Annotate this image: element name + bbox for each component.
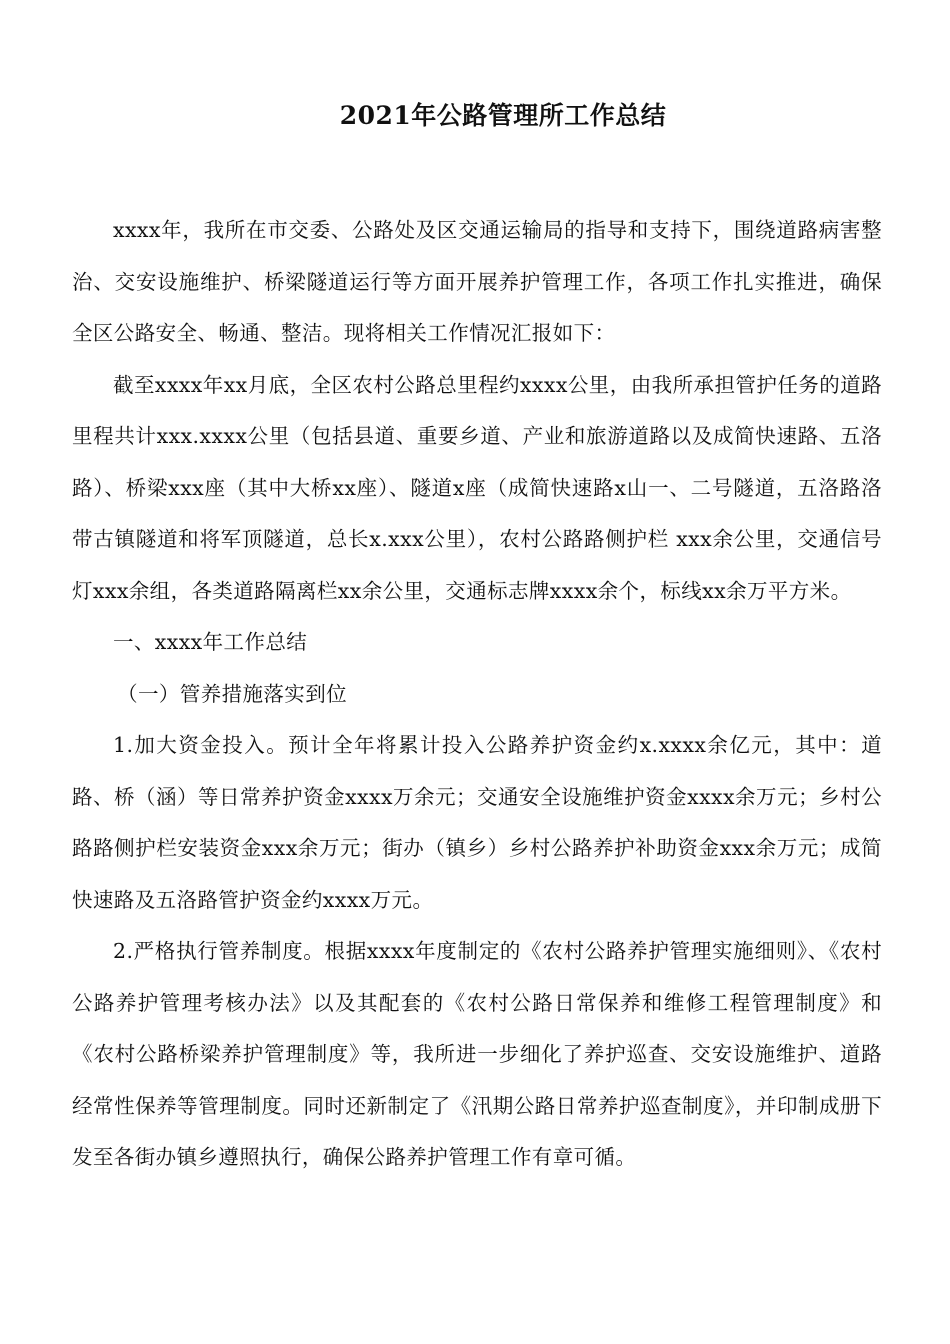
funding-paragraph: 1.加大资金投入。预计全年将累计投入公路养护资金约x.xxxx余亿元，其中：道路、桥（涵）等日常养护资金xxxx万余元；交通安全设施维护资金xxxx余万元；乡村公路路侧护栏安装资金xxx余万元；街办（镇乡）乡村公路养护补助资金xxx余万元；成简快速路及五洛路管护资金约xxxx万元。 — [72, 733, 882, 912]
document-title: 2021年公路管理所工作总结 — [339, 101, 667, 130]
document-body — [72, 205, 882, 1184]
subsection-heading: （一）管养措施落实到位 — [117, 681, 347, 706]
intro-paragraph: xxxx年，我所在市交委、公路处及区交通运输局的指导和支持下，围绕道路病害整治、交安设施维护、桥梁隧道运行等方面开展养护管理工作，各项工作扎实推进，确保全区公路安全、畅通、整洁。现将相关工作情况汇报如下： — [72, 218, 882, 345]
section-heading: 一、xxxx年工作总结 — [113, 630, 308, 654]
overview-paragraph: 截至xxxx年xx月底，全区农村公路总里程约xxxx公里，由我所承担管护任务的道路里程共计xxx.xxxx公里（包括县道、重要乡道、产业和旅游道路以及成简快速路、五洛路）、桥梁xxx座（其中大桥xx座）、隧道x座（成简快速路x山一、二号隧道，五洛路洛带古镇隧道和将军顶隧道，总长x.xxx公里），农村公路路侧护栏 xxx余公里，交通信号灯xxx余组，各类道路隔离栏xx余公里，交通标志牌xxxx余个，标线xx余万平方米。 — [72, 372, 882, 603]
regulation-paragraph: 2.严格执行管养制度。根据xxxx年度制定的《农村公路养护管理实施细则》、《农村公路养护管理考核办法》以及其配套的《农村公路日常保养和维修工程管理制度》和《农村公路桥梁养护管理制度》等，我所进一步细化了养护巡查、交安设施维护、道路经常性保养等管理制度。同时还新制定了《汛期公路日常养护巡查制度》，并印制成册下发至各街办镇乡遵照执行，确保公路养护管理工作有章可循。 — [72, 939, 882, 1169]
